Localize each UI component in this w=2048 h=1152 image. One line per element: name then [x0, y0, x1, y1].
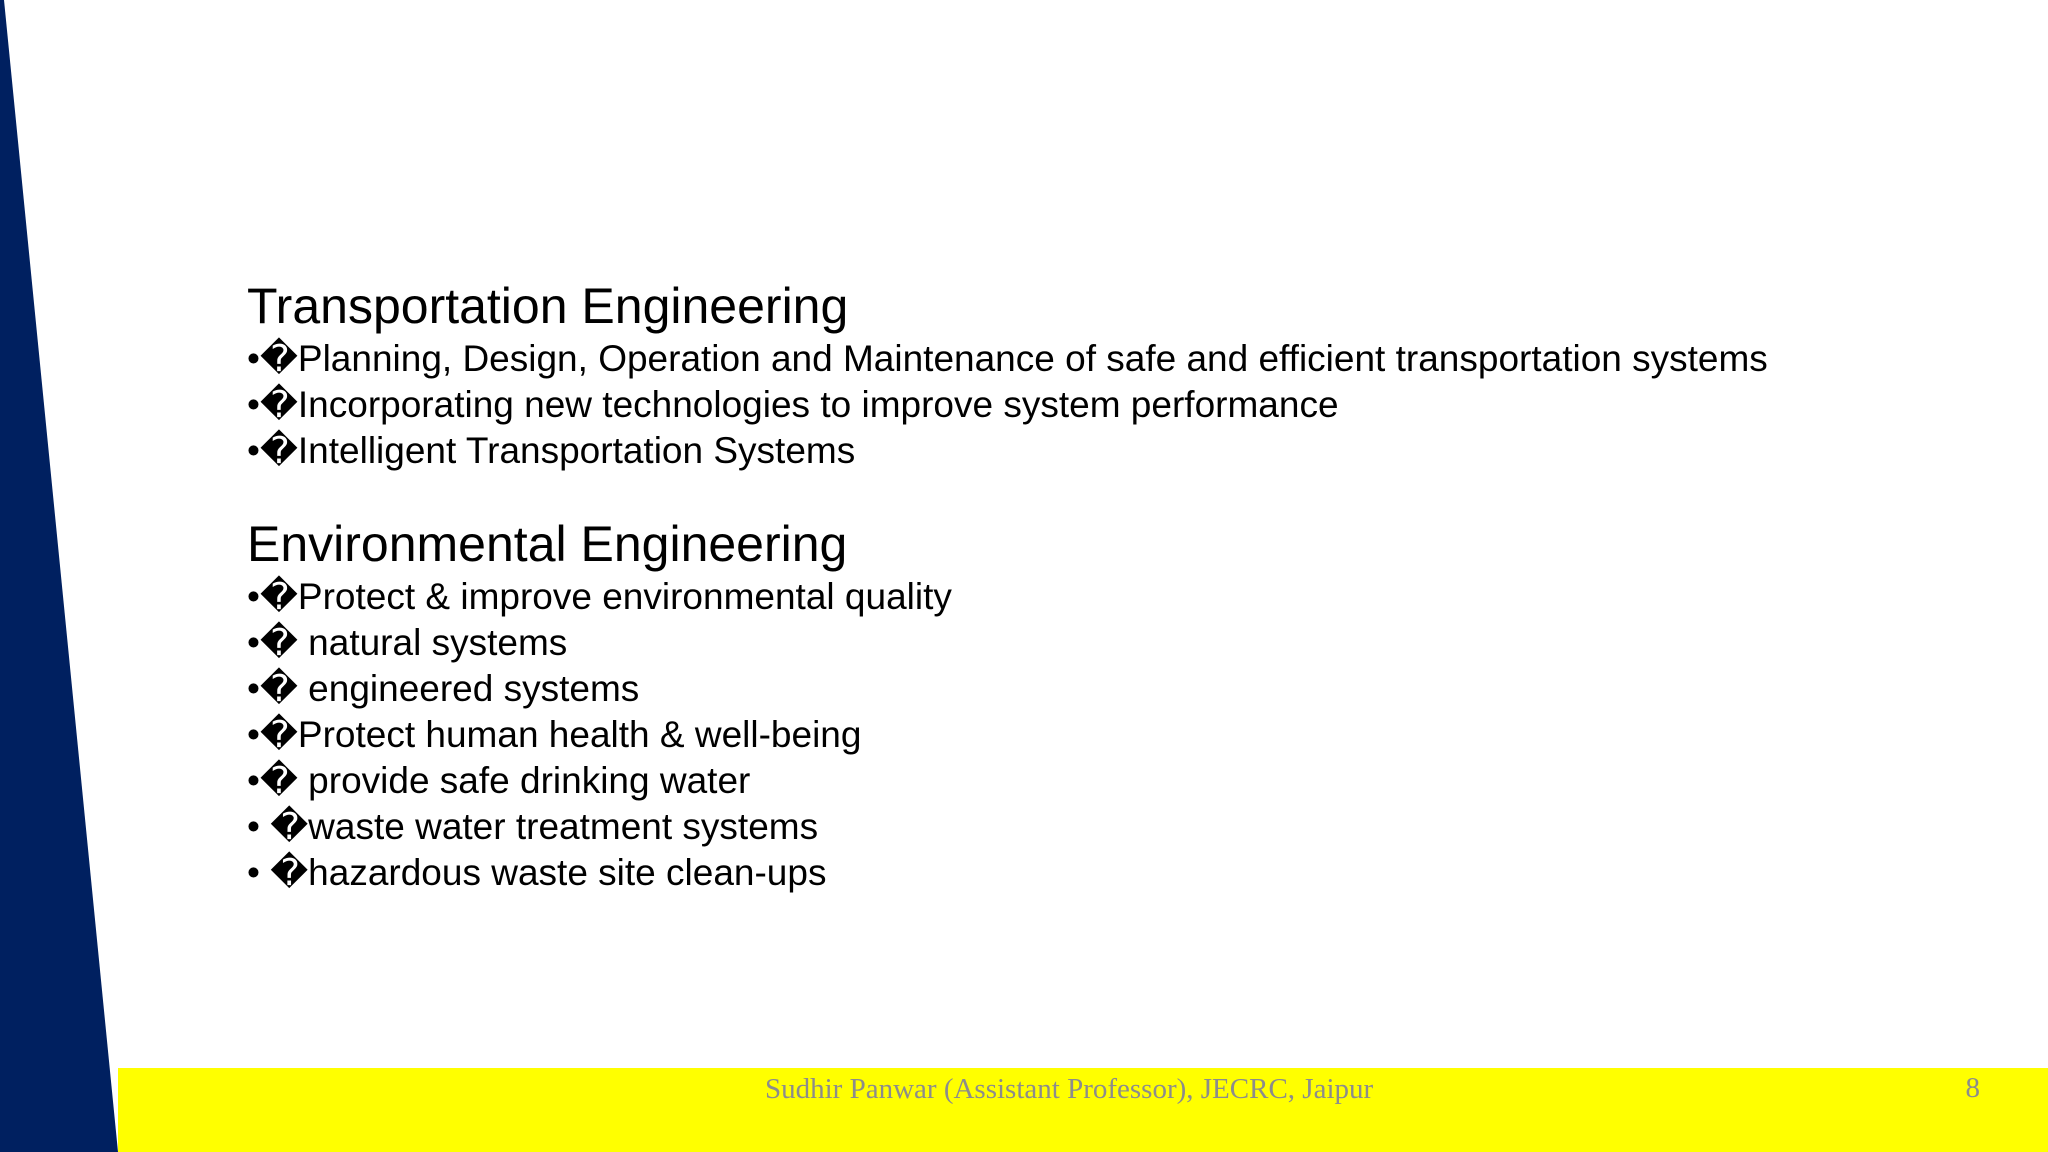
list-item: •�Protect human health & well-being	[247, 714, 862, 755]
transportation-bullet-list	[247, 336, 1987, 474]
slide-page-number: 8	[1965, 1072, 1980, 1104]
left-decorative-band	[0, 0, 130, 1152]
list-item: •�Planning, Design, Operation and Maintenance of safe and efficient transportation systems	[247, 338, 1768, 379]
section-heading-transportation: Transportation Engineering	[247, 278, 849, 334]
list-item: •� natural systems	[247, 622, 568, 663]
list-item: •� engineered systems	[247, 668, 640, 709]
list-item: •�Intelligent Transportation Systems	[247, 430, 856, 471]
slide-content	[247, 276, 1987, 896]
environmental-bullet-list	[247, 574, 1987, 896]
list-item: • �waste water treatment systems	[247, 806, 819, 847]
list-item: •� provide safe drinking water	[247, 760, 751, 801]
section-spacer	[247, 474, 1987, 514]
list-item: •�Protect & improve environmental quality	[247, 576, 952, 617]
section-heading-environmental: Environmental Engineering	[247, 516, 848, 572]
footer-author-text: Sudhir Panwar (Assistant Professor), JECRC, Jaipur	[765, 1073, 1374, 1105]
list-item: •�Incorporating new technologies to improve system performance	[247, 384, 1339, 425]
list-item: • �hazardous waste site clean-ups	[247, 852, 827, 893]
